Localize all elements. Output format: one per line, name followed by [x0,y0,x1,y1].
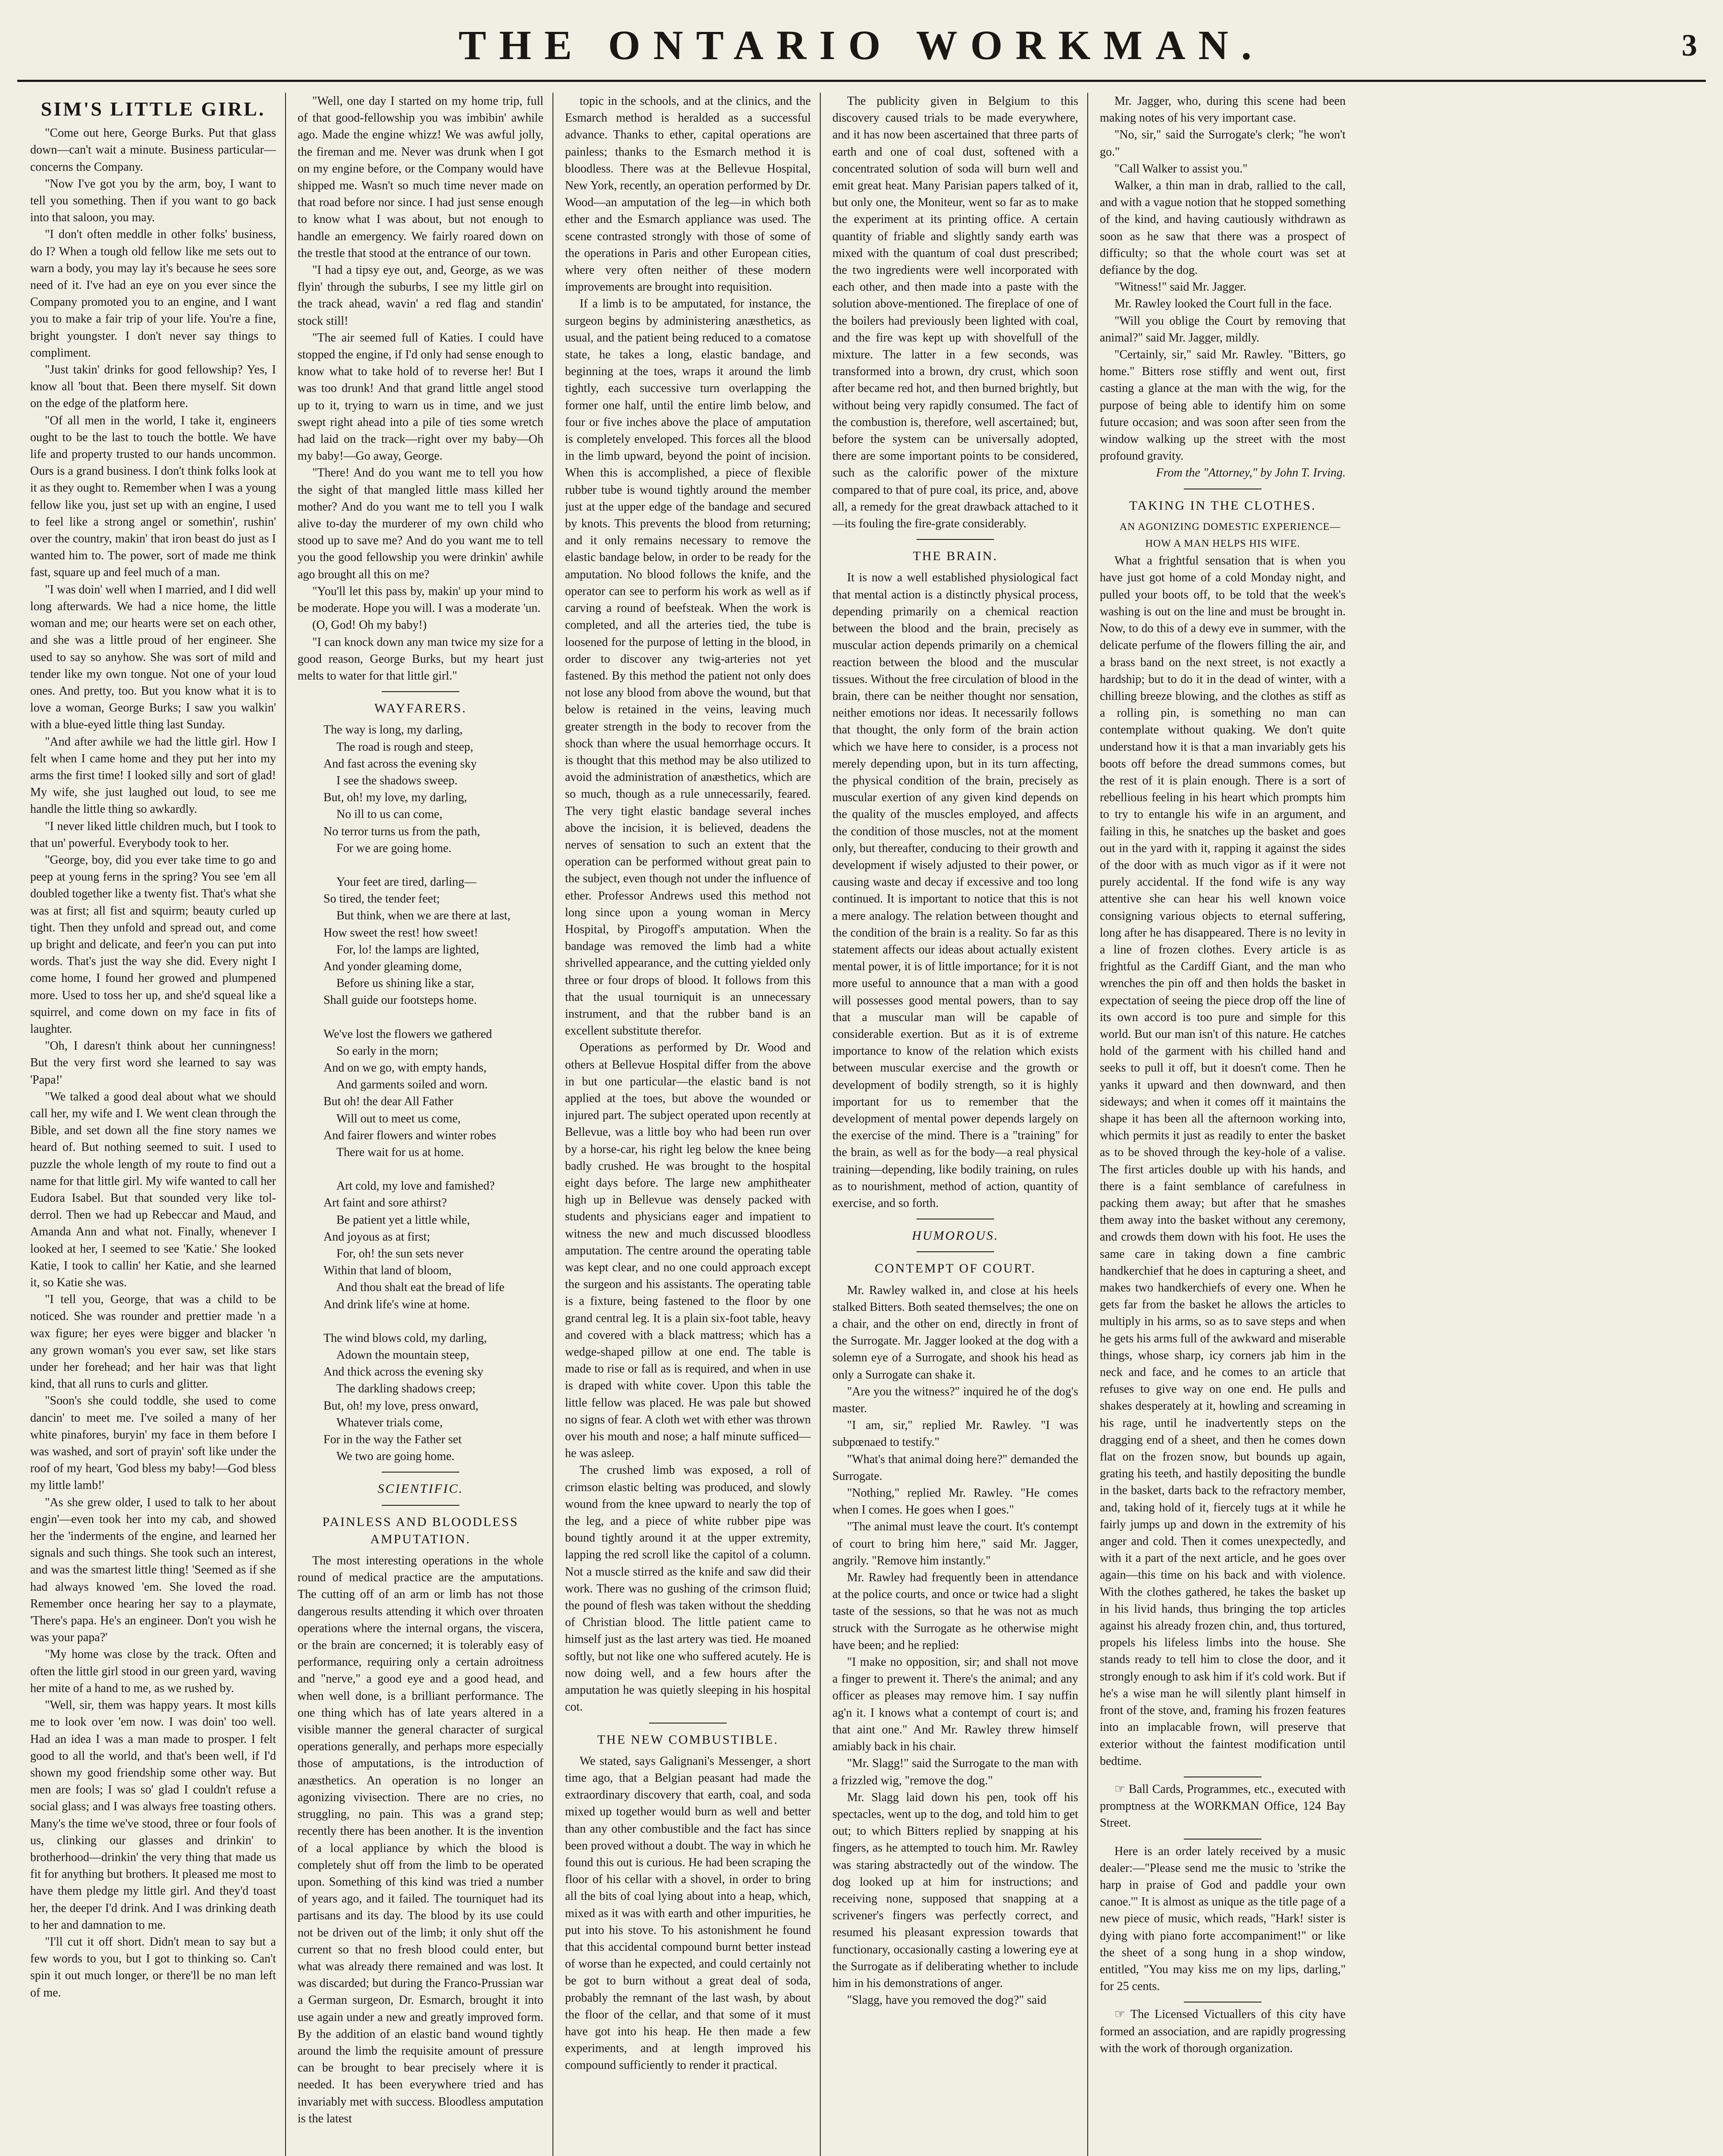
column-divider [285,93,286,2156]
paragraph: "The animal must leave the court. It's contempt of court to bring him here," said Mr. Jagger, angrily. "Remove him instantly." [832,1520,1078,1567]
poem-line: But think, when we are there at last, [336,909,511,923]
stanza-break [323,1009,543,1026]
paragraph: "No, sir," said the Surrogate's clerk; "he won't go." [1100,128,1346,159]
paragraph: "Now I've got you by the arm, boy, I want to tell you something. Then if you want to go back into that saloon, you may. [30,177,276,225]
poem-line: We two are going home. [336,1450,455,1463]
poem-line: And drink life's wine at home. [323,1297,470,1311]
poem-line: For, lo! the lamps are lighted, [336,943,479,956]
poem-line: Art faint and sore athirst? [323,1196,447,1210]
poem-line: The road is rough and steep, [336,740,474,754]
paragraph: We stated, says Galignani's Messenger, a short time ago, that a Belgian peasant had made the extraordinary discovery that earth, coal, and soda mixed up together would burn as well and better than any other combustible and the fact has since been proved without a doubt. The way in which he found this out is curious. He had been scraping the floor of his cellar with a shovel, in order to bring all the bits of coal lying about into a heap, which, mixed as it was with earth and other impurities, he put into his stove. To his astonishment he found that this accidental compound burnt better instead of worse than he expected, and could certainly not be got to burn without a great deal of soda, probably the remnant of the last wash, by about the floor of the cellar, and that some of it must have got into his heap. He then made a few experiments, and at length improved his compound sufficiently to render it practical. [565,1754,811,2072]
paragraph: The most interesting operations in the whole round of medical practice are the amputations. The cutting off of an arm or limb has not those dangerous results attending it which over throaten operations where the internal organs, the viscera, or the brain are concerned; it is tolerably easy of performance, requiring only a certain adroitness and "nerve," a good eye and a good head, and when well done, is a brilliant performance. The one thing which has of late years altered in a visible manner the general character of surgical operations generally, and perhaps more especially those of amputations, is the introduction of anæsthetics. An operation is no longer an agonizing vivisection. There are no cries, no struggling, no pain. This was a grand step; recently there has been another. It is the invention of a local appliance by which the blood is completely shut off from the limb to be operated upon. Something of this kind was tried a number of years ago, and it failed. The tourniquet had its partisans and its day. The blood by its use could not be driven out of the limb; it only shut off the current so that no fresh blood could enter, but what was already there remained and was lost. It was discarded; but during the Franco-Prussian war a German surgeon, Dr. Esmarch, brought it into use again under a new and greatly improved form. By the addition of an elastic band wound tightly around the limb the requisite amount of pressure can be brought to bear precisely where it is needed. It has been everywhere tried and has invariably met with success. Bloodless amputation is the latest [298,1554,543,2125]
paragraph: "Certainly, sir," said Mr. Rawley. "Bitters, go home." Bitters rose stiffly and went out, first casting a glance at the man with the wig, for the purpose of being able to identify him on some future occasion; and was soon after seen from the window walking up the street with the most profound gravity. [1100,348,1346,463]
paragraph: "Soon's she could toddle, she used to come dancin' to meet me. I've soiled a many of her white pinafores, buryin' my face in them before I was washed, and sort of prayin' soft like under the roof of my heart, 'God bless my baby!—God bless my little lamb!' [30,1394,276,1492]
paragraph: "I never liked little children much, but I took to that un' powerful. Everybody took to her. [30,819,276,850]
page-number: 3 [1682,28,1697,63]
paragraph: "What's that animal doing here?" demanded the Surrogate. [832,1452,1078,1483]
poem-line: Your feet are tired, darling— [336,875,477,889]
poem-line: No terror turns us from the path, [323,824,480,838]
poem-line: So tired, the tender feet; [323,892,440,906]
article-heading [30,100,276,120]
paragraph: "George, boy, did you ever take time to go and peep at young ferns in the spring? You see 'em all doubled together like a twenty fist. That's what she was at first; all fist and squirm; beauty curled up tight. Then they unfold and spread out, and come up bright and delicate, and feer'n you can put into words. That's just the way she did. Every night I come home, I found her growed and plumpened more. Used to toss her up, and she'd squeal like a squirrel, and come down on my face in fits of laughter. [30,853,276,1036]
section-separator [382,1505,459,1506]
article-heading [1100,497,1346,514]
paragraph: What a frightful sensation that is when you have just got home of a cold Monday night, and pulled your boots off, to be told that the week's washing is out on the line and must be brought in. Now, to do this of a dewy eve in summer, with the delicate perfume of the flowers filling the air, and a brass band on the next street, is not exactly a hardship; but to do it in the dead of winter, with a chilling breeze blowing, and the clothes as stiff as a rolling pin, is something no man can contemplate without quaking. We don't quite understand how it is that a man invariably gets his boots off before the dread summons comes, but the rest of it is plain enough. There is a sort of rebellious feeling in his heart which prompts him to try to entangle his wife in an argument, and failing in this, he snatches up the basket and goes out in the yard with it, rapping it against the sides of the door with as much vigor as if it were not purely accidental. If the fond wife is any way attentive she can hear his well known voice consigning various objects to eternal suffering, long after he has disappeared. There is no levity in a line of frozen clothes. Every article is as frightful as the Cardiff Giant, and the man who wrenches the pin off and then holds the basket in expectation of seeing the piece drop off the line of its own accord is too pure and simple for this world. But our man isn't of this nature. He catches hold of the garment with his chilled hand and seeks to pull it off, but it doesn't come. Then he yanks it upward and then downward, and then sideways; and when it comes off it maintains the shape it has been all the afternoon working into, which permits it just as readily to enter the basket as to be shoved through the key-hole of a valise. The first articles double up with his hands, and there is a faint semblance of carefulness in packing them away; but after that he smashes them away into the basket without any ceremony, and crowds them down with his foot. He uses the same care in taking down a fine cambric handkerchief that he does in capturing a sheet, and makes two handkerchiefs of every one. When he gets far from the basket he allows the articles to multiply in his arms, so as to save steps and when he gets his arms full of the awkward and miserable things, whose sharp, icy corners jab him in the neck and face, and he comes to an article that refuses to give way on one end. He pulls and shakes desperately at it, howling and screaming in his rage, until he inadvertently steps on the dragging end of a sheet, and then he comes down flat on the frozen snow, but bounds up again, grating his teeth, and hastily depositing the bundle in the basket, darts back to the refractory member, and, taking hold of it, fiercely tugs at it while he fairly jumps up and down in the extremity of his anger and cold. Then it comes unexpectedly, and with it a part of the next article, and he goes over again—this time on his back and with violence. With the clothes gathered, he takes the basket up in his livid hands, thus bringing the top articles against his already frozen chin, and, thus tortured, propels his lifeless limbs into the house. She stands ready to tell him to close the door, and it strongly enough to ask him if it's cold work. But if he's a wise man he will silently plant himself in front of the stove, and, framing his frozen features into an implacable frown, will preserve that exterior without the faintest modification until bedtime. [1100,554,1346,1768]
paragraph: "And after awhile we had the little girl. How I felt when I came home and they put her into my arms the first time! I looked silly and sort of glad! My wife, she just laughed out loud, to see me handle the little thing so awkardly. [30,735,276,816]
poem-line: But, oh! my love, my darling, [323,791,467,805]
paragraph: "The air seemed full of Katies. I could have stopped the engine, if I'd only had sense enough to know what to take hold of to reverse her! But I was too drunk! And that grand little angel stood up to it, trying to warn us in time, and we just swept right ahead into a pile of ties some wretch had laid on the track—right over my baby—Oh my baby!—Go away, George. [298,331,543,463]
poem-line: Shall guide our footsteps home. [323,993,477,1007]
paragraph: "Just takin' drinks for good fellowship? Yes, I know all 'bout that. Been there myself. Sit down on the edge of the platform here. [30,363,276,411]
paragraph: Mr. Jagger, who, during this scene had been making notes of his very important case. [1100,94,1346,125]
paragraph: "Will you oblige the Court by removing that animal?" said Mr. Jagger, mildly. [1100,314,1346,345]
heading-text: PAINLESS AND BLOODLESS AMPUTATION. [322,1514,519,1546]
column-divider [552,93,553,2156]
masthead [0,0,1723,86]
masthead-rule [17,80,1706,82]
poem-line: No ill to us can come, [336,808,443,821]
column-divider [1087,93,1088,2156]
paragraph: "You'll let this pass by, makin' up your mind to be moderate. Hope you will. I was a moderate 'un. [298,584,543,615]
newspaper-title: THE ONTARIO WORKMAN. [458,22,1265,68]
section-separator [916,539,994,540]
paragraph: "Are you the witness?" inquired he of the dog's master. [832,1385,1078,1416]
paragraph: "Mr. Slagg!" said the Surrogate to the man with a frizzled wig, "remove the dog." [832,1757,1078,1787]
paragraph: "I was doin' well when I married, and I did well long afterwards. We had a nice home, the little woman and me; our hearts were set on each other, and she was a little proud of her engineer. She used to say so anyhow. She was sort of mild and tender like my own tongue. Not one of your loud ones. And pretty, too. But you know what it is to love a woman, George Burks; I saw you walkin' with a blue-eyed little thing last Sunday. [30,583,276,732]
paragraph: "Well, sir, them was happy years. It most kills me to look over 'em now. I was doin' too well. Had an idea I was a man made to prosper. I felt good to all the world, and that's been well, if I'd shown my good friendship some other way. But men are fools; I was so' glad I couldn't refuse a social glass; and I was always free toasting others. Many's the time we've stood, three or four fools of us, clinking our glasses and drinkin' to brotherhood—drinkin' the very thing that made us fit for anything but brothers. It pleased me most to have them pledge my little girl. And they'd toast her, the deeper I'd drink. And I was drinking death to her and damnation to me. [30,1698,276,1932]
subheading: AN AGONIZING DOMESTIC EXPERIENCE—HOW A MAN HELPS HIS WIFE. [1119,521,1341,550]
paragraph: "As she grew older, I used to talk to her about engin'—even took her into my cab, and showed her the 'inderments of the engine, and learned her signals and such things. She took such an interest, and was the smartest little thing! 'Seemed as if she had always knowed 'em. She loved the road. Remember once hearing her say to a playmate, 'There's papa. He's an engineer. Don't you wish he was your papa?' [30,1495,276,1645]
section-separator [382,691,459,692]
poem-line: How sweet the rest! how sweet! [323,926,478,940]
paragraph: "Nothing," replied Mr. Rawley. "He comes when I comes. He goes when I goes." [832,1486,1078,1517]
poem-line: I see the shadows sweep. [336,774,458,787]
section-separator [382,1472,459,1473]
poem-line: Art cold, my love and famished? [336,1179,495,1193]
poem-line: The wind blows cold, my darling, [323,1331,487,1345]
poem-line: For we are going home. [336,841,452,855]
heading-text: SIM'S LITTLE GIRL. [41,98,266,120]
poem-line: Whatever trials come, [336,1416,443,1429]
heading-text: THE NEW COMBUSTIBLE. [597,1732,779,1747]
poem-line: But oh! the dear All Father [323,1095,453,1109]
column-4 [832,93,1078,2156]
paragraph: (O, God! Oh my baby!) [312,618,427,632]
poem-line: And thick across the evening sky [323,1365,483,1379]
paragraph: "I don't often meddle in other folks' business, do I? When a tough old fellow like me sets out to warn a body, you may lay it's because he sees sore need of it. I've had an eye on you ever since the Company promoted you to an engine, and I want you to make a fair trip of your life. You're a fine, bright youngster. I don't never say things to compliment. [30,228,276,360]
paragraph: "I am, sir," replied Mr. Rawley. "I was subpœnaed to testify." [832,1419,1078,1449]
paragraph: "I make no opposition, sir; and shall not move a finger to prewent it. There's the animal; and any officer as pleases may remove him. I say nuffin ag'n it. I knows what a contempt of court is; and that aint one." And Mr. Rawley threw himself amiably back in his chair. [832,1655,1078,1754]
poem-line: And fast across the evening sky [323,757,477,771]
article-heading [298,1514,543,1548]
heading-text: SCIENTIFIC. [377,1482,464,1496]
column-1 [30,93,276,2156]
stanza-break [323,857,543,874]
paragraph: "There! And do you want me to tell you how the sight of that mangled little mass killed her mother? And do you want me to tell you I walk alive to-day the murderer of my own child who stood up to save me? And do you want me to tell you the good fellowship you were drinkin' awhile ago brought all this on me? [298,466,543,581]
poem-line: Be patient yet a little while, [336,1213,470,1227]
poem-line: And yonder gleaming dome, [323,959,462,973]
poem-line: And thou shalt eat the bread of life [336,1281,505,1294]
poem-line: And garments soiled and worn. [336,1078,488,1092]
poem-line: Will out to meet us come, [336,1112,461,1125]
paragraph: Mr. Rawley had frequently been in attendance at the police courts, and once or twice had a slight taste of the sessions, so that he was not as much struck with the Surrogate as he otherwise might have been; and he replied: [832,1571,1078,1652]
stanza-break [323,1313,543,1330]
paragraph: ☞ The Licensed Victuallers of this city have formed an association, and are rapidly progressing with the work of thorough organization. [1100,2008,1346,2055]
paragraph: "I'll cut it off short. Didn't mean to say but a few words to you, but I got to thinking so. Can't spin it out much longer, or there'll be no man left of me. [30,1935,276,1999]
paragraph: topic in the schools, and at the clinics, and the Esmarch method is heralded as a successful advance. Thanks to ether, capital operations are painless; thanks to the Esmarch method it is bloodless. There was at the Bellevue Hospital, New York, recently, an operation performed by Dr. Wood—an amputation of the leg—in which both ether and the Esmarch appliance was used. The scene contrasted strongly with those of some of the operations in Paris and other European cities, where very often neither of these modern improvements are brought into requisition. [565,94,811,294]
paragraph: "Slagg, have you removed the dog?" said [847,1993,1047,2007]
stanza-break [323,1161,543,1178]
paragraph: Mr. Slagg laid down his pen, took off his spectacles, went up to the dog, and told him to get out; to which Bitters replied by snapping at his fingers, as he attempted to touch him. Mr. Rawley was staring abstractedly out of the window. The dog looked up at him for instructions; and receiving none, supposed that snapping at a scrivener's fingers was perfectly correct, and resumed his pleasant expression towards that functionary, occasionally casting a lowering eye at the Surrogate as if deliberating whether to include him in his demonstrations of anger. [832,1790,1078,1990]
article-heading [298,700,543,717]
column-divider [820,93,821,2156]
poem-line: The darkling shadows creep; [336,1382,476,1396]
paragraph: "I can knock down any man twice my size for a good reason, George Burks, but my heart just melts to water for that little girl." [298,635,543,683]
heading-text: WAYFARERS. [374,701,467,716]
paragraph: It is now a well established physiological fact that mental action is a distinctly physical process, depending primarily on a chemical reaction between the blood and the brain, precisely as muscular action depends primarily on a chemical reaction between the blood and the muscular tissues. Without the free circulation of blood in the brain, there can be neither thought nor sensation, neither emotions nor ideas. It necessarily follows that thought, the only form of the brain action which we have here to consider, is a process not merely depending upon, but in its turn affecting, the physical condition of the brain, precisely as muscular exertion of any given kind depends on the quality of the muscles employed, and affects the condition of those muscles, not at the moment only, but thereafter, conducing to their growth and development if wisely adjusted to their power, or causing waste and decay if excessive and too long continued. It is important to notice that this is not a mere analogy. The relation between thought and the condition of the brain is a reality. So far as this statement affects our ideas about actually existent mental power, it is of little importance; for it is not more useful to announce that a man with a good will possesses good mental powers, than to say that a muscular man will be capable of considerable exertion. But as it is of extreme importance to know of the relation which exists between muscular exercise and the growth or development of bodily strength, so it is highly important for us to remember that the development of mental power depends largely on the exercise of the mind. There is a "training" for the brain, as well as for the body—a real physical training—depending, like bodily training, on rules as to nourishment, method of action, quantity of exercise, and so forth. [832,571,1078,1210]
poem-line: There wait for us at home. [336,1145,464,1159]
heading-text: HUMOROUS. [912,1228,999,1243]
heading-text: CONTEMPT OF COURT. [875,1261,1036,1276]
poem-line: The way is long, my darling, [323,723,463,737]
poem-line: We've lost the flowers we gathered [323,1027,492,1041]
poem [298,721,543,1465]
heading-text: TAKING IN THE CLOTHES. [1129,498,1316,513]
paragraph: Here is an order lately received by a music dealer:—"Please send me the music to 'strike the harp in praise of God and paddle your own canoe.'" It is almost as unique as the title page of a new piece of music, which reads, "Hark! sister is dying with piano forte accompaniment!" or like the sheet of a song hung in a shop window, entitled, "You may kiss me on my lips, darling," for 25 cents. [1100,1844,1346,1993]
article-heading [565,1731,811,1749]
paragraph: "We talked a good deal about what we should call her, my wife and I. We went clean through the Bible, and set down all the fine story names we heard of. But nothing seemed to suit. I used to puzzle the whole length of my route to find out a name for that little girl. My wife wanted to call her Eudora Isabel. But that sounded very like tol-derrol. Then we had up Rebeccar and Maud, and Amanda Ann and what not. Finally, whenever I looked at her, I seemed to see 'Katie.' She looked Katie, I took to callin' her Katie, and she learned it, so Katie she was. [30,1090,276,1290]
paragraph: The crushed limb was exposed, a roll of crimson elastic belting was produced, and slowly wound from the knee upward to nearly the top of the leg, and a piece of white rubber pipe was bound tightly around it at the upper extremity, lapping the red scroll like the capitol of a column. Not a muscle stirred as the knife and saw did their work. There was no gushing of the crimson fluid; the pound of flesh was taken without the shedding of Christian blood. The little patient came to himself just as the last artery was tied. He moaned softly, but not like one who suffered acutely. He is now doing well, and a few hours after the amputation he was quietly sleeping in his hospital cot. [565,1463,811,1714]
poem-line: For in the way the Father set [323,1433,462,1447]
poem-line: And fairer flowers and winter robes [323,1128,496,1142]
column-3 [565,93,811,2156]
article-heading [298,1480,543,1498]
poem-line: And joyous as at first; [323,1230,430,1244]
paragraph: "I had a tipsy eye out, and, George, as we was flyin' through the suburbs, I see my little girl on the track ahead, wavin' a red flag and standin' stock still! [298,263,543,328]
paragraph: "Of all men in the world, I take it, engineers ought to be the last to touch the bottle. We have life and property trusted to our hands uncommon. Ours is a grand business. I don't think folks look at it as they ought to. Remember when I was a young fellow like you, just set up with an engine, I used to feel like a strong angel or somethin', rushin' over the country, makin' that iron beast do just as I wanted him to. The power, sort of made me think fast, square up and feel much of a man. [30,414,276,580]
paragraph: "Call Walker to assist you." [1114,162,1248,175]
paragraph: "Come out here, George Burks. Put that glass down—can't wait a minute. Business particular—concerns the Company. [30,126,276,174]
poem-line: Before us shining like a star, [336,977,474,990]
paragraph: If a limb is to be amputated, for instance, the surgeon begins by administering anæsthetics, as usual, and the patient being reduced to a comatose state, he takes a long, elastic bandage, and beginning at the toes, wraps it around the limb tightly, each successive turn overlapping the former one half, until the entire limb below, and four or five inches above the place of amputation is completely enveloped. This forces all the blood in the limb upward, beyond the point of incision. When this is accomplished, a piece of flexible rubber tube is wound tightly around the member just at the upper edge of the bandage and secured by knots. This prevents the blood from returning; and it only remains necessary to remove the elastic bandage below, in order to be ready for the amputation. No blood follows the knife, and the operator can see to perform his work as well as if carving a round of beefsteak. When the work is completed, and all the arteries tied, the tube is loosened for the purpose of letting in the blood, in order to discover any twig-arteries not yet fastened. By this method the patient not only does not lose any blood from above the wound, but that below is retained in the veins, leaving much greater strength in the body to recover from the shock than where the usual hemorrhage occurs. It is thought that this method may be also utilized to avoid the administration of anæsthetics, which are so much, though as a rule unnecessarily, feared. The very tight elastic bandage several inches above the incision, it is believed, deadens the nerves of sensation to such an extent that the operation can be performed without great pain to the subject, even though not under the influence of ether. Professor Andrews used this method not long since upon a young woman in Mercy Hospital, by Pirogoff's amputation. When the bandage was removed the limb had a white shrivelled appearance, and the cutting yielded only three or four drops of blood. It follows from this that the usual tourniquit is an unnecessary instrument, and that the rubber band is an excellent substitute therefor. [565,297,811,1038]
section-separator [916,1251,994,1252]
article-heading [832,548,1078,565]
poem-line: So early in the morn; [336,1044,439,1058]
heading-text: THE BRAIN. [913,549,998,564]
poem-line: Adown the mountain steep, [336,1348,469,1362]
poem-line: Within that land of bloom, [323,1264,452,1278]
article-credit: From the "Attorney," by John T. Irving. [1156,466,1346,480]
poem-line: But, oh! my love, press onward, [323,1399,479,1413]
paragraph: Mr. Rawley walked in, and close at his heels stalked Bitters. Both seated themselves; the one on a chair, and the other on end, directly in front of the Surrogate. Mr. Jagger looked at the dog with a solemn eye of a Surrogate, and shook his head as only a Surrogate can shake it. [832,1283,1078,1382]
paragraph: Mr. Rawley looked the Court full in the face. [1114,297,1332,311]
poem-line: For, oh! the sun sets never [336,1247,464,1260]
column-2 [298,93,543,2156]
paragraph: "I tell you, George, that was a child to be noticed. She was rounder and prettier made 'n a wax figure; her eyes were bigger and blacker 'n any grown woman's you ever saw, set like stars under her forehead; and her hair was that light kind, that all runs to curls and glitter. [30,1293,276,1391]
paragraph: Operations as performed by Dr. Wood and others at Bellevue Hospital differ from the above in but one particular—the elastic band is not applied at the toes, but above the wounded or injured part. The subject operated upon recently at Bellevue, was a little boy who had been run over by a horse-car, his right leg below the knee being badly crushed. He was brought to the hospital eight days before. The large new amphitheater high up in Bellevue was densely packed with students and physicians eager and impatient to witness the new and much discussed bloodless amputation. The centre around the operating table was kept clear, and no one could approach except the surgeon and his assistants. The operating table is a fixture, being fastened to the floor by one grand central leg. It is a plain six-foot table, heavy and covered with a black mattress; which has a wedge-shaped pillow at one end. The table is made to rise or fall as is required, and when in use is draped with white cover. Upon this table the little fellow was placed. He was pale but showed no signs of fear. A cloth wet with ether was thrown over his mouth and nose; a half minute sufficed—he was asleep. [565,1041,811,1460]
article-heading [832,1227,1078,1244]
poem-line: And on we go, with empty hands, [323,1061,486,1075]
paragraph: "Oh, I daresn't think about her cunningness! But the very first word she learned to say was 'Papa!' [30,1039,276,1087]
column-5 [1100,93,1346,2156]
paragraph: "Witness!" said Mr. Jagger. [1114,280,1246,294]
paragraph: ☞ Ball Cards, Programmes, etc., executed with promptness at the WORKMAN Office, 124 Bay Street. [1100,1782,1346,1830]
paragraph: The publicity given in Belgium to this discovery caused trials to be made everywhere, and it has now been ascertained that three parts of earth and one of coal dust, softened with a concentrated solution of soda will burn well and emit great heat. Many Parisian papers talked of it, but only one, the Moniteur, went so far as to make the experiment at its printing office. A certain quantity of friable and slightly sandy earth was mixed with the quantum of coal dust prescribed; the two ingredients were well incorporated with each other, and then made into a paste with the solution above-mentioned. The fireplace of one of the boilers had previously been lighted with coal, and the fire was kept up with shovelfull of the mixture. The latter in a few seconds, was transformed into a brown, dry crust, which soon after became red hot, and then burned brightly, but without being very rapidly consumed. The fact of the combustion is, therefore, well ascertained; but, before the system can be universally adopted, there are some important points to be considered, such as the calorific power of the mixture compared to that of pure coal, its price, and, above all, a remedy for the great drawback attached to it—its fouling the fire-grate considerably. [832,94,1078,531]
article-heading [832,1260,1078,1277]
paragraph: Walker, a thin man in drab, rallied to the call, and with a vague notion that he stopped something of the kind, and having cautiously withdrawn as soon as he saw that there was a prospect of difficulty; so that the whole court was set at defiance by the dog. [1100,179,1346,277]
paragraph: "Well, one day I started on my home trip, full of that good-fellowship you was imbibin' awhile ago. Made the engine whizz! We was awful jolly, the fireman and me. Never was drunk when I got on my engine before, or the Company would have shipped me. Wasn't so much time never made on that road before nor since. I had just sense enough to know what I was about, but not enough to handle an emergency. We fairly roared down on the trestle that stood at the entrance of our town. [298,94,543,260]
paragraph: "My home was close by the track. Often and often the little girl stood in our green yard, waving her mite of a hand to me, as we rushed by. [30,1648,276,1695]
section-separator [649,1723,727,1724]
